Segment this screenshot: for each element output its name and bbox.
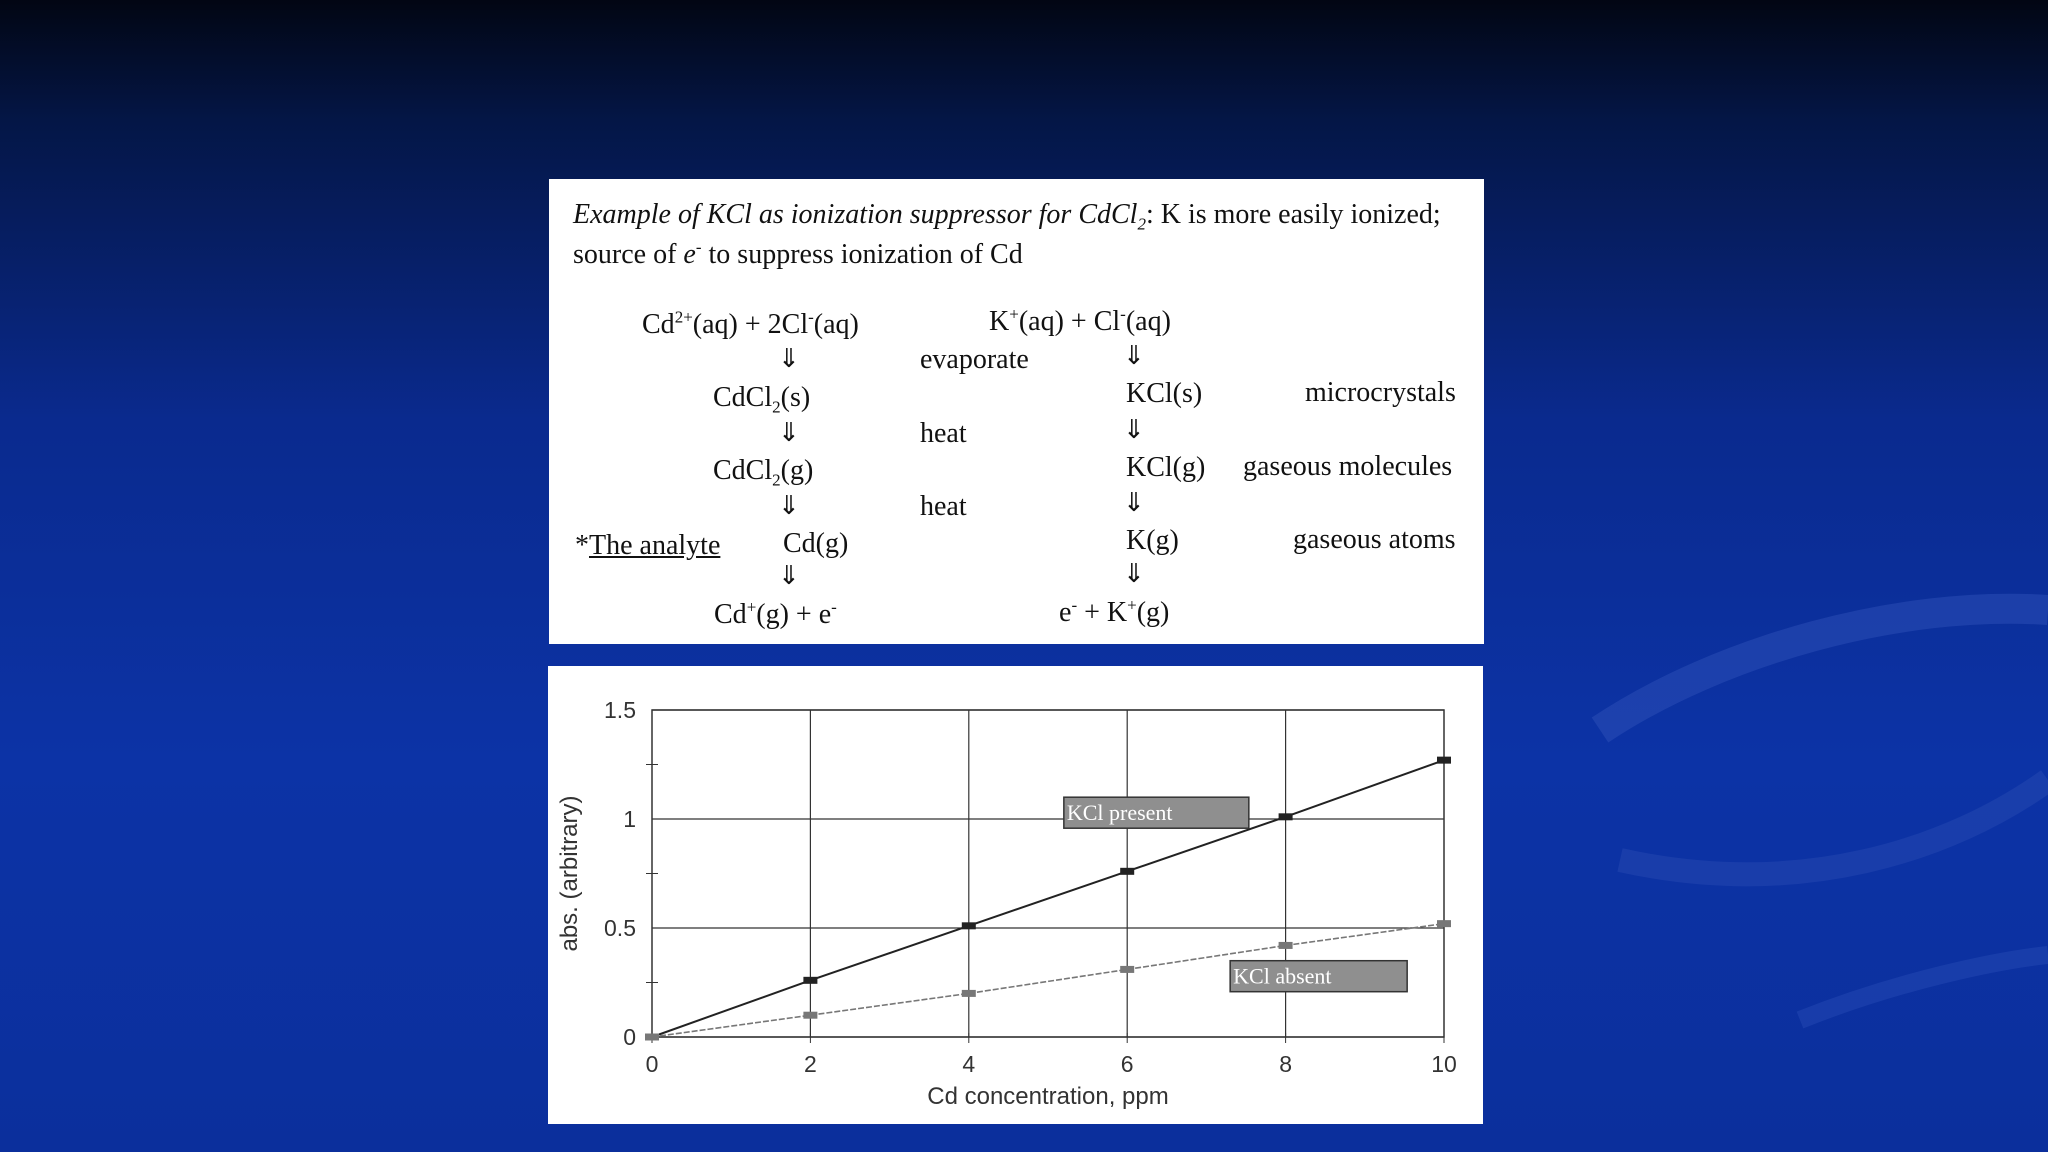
cd-gas: CdCl$_2$(g) bbox=[713, 455, 814, 490]
intro-electron: e bbox=[683, 239, 696, 270]
x-tick-label: 4 bbox=[962, 1051, 976, 1077]
data-point-0 bbox=[1279, 813, 1293, 820]
intro-end: to suppress ionization of Cd bbox=[701, 239, 1023, 270]
data-point-1 bbox=[803, 1012, 817, 1019]
cd-arrow-4: ⇓ bbox=[778, 561, 800, 590]
reaction-scheme-panel bbox=[549, 179, 1484, 644]
step-heat-2: heat bbox=[920, 491, 967, 522]
k-ion: e- + K+(g) bbox=[1059, 595, 1170, 628]
x-tick-label: 2 bbox=[804, 1051, 817, 1077]
y-tick-label: 1.5 bbox=[604, 697, 636, 723]
data-point-0 bbox=[803, 977, 817, 984]
y-axis-title: abs. (arbitrary) bbox=[556, 795, 583, 952]
data-point-1 bbox=[962, 990, 976, 997]
k-arrow-4: ⇓ bbox=[1123, 559, 1145, 588]
k-aqueous-start: K+(aq) + Cl-(aq) bbox=[989, 304, 1171, 337]
series-line-0 bbox=[652, 760, 1444, 1037]
k-solid: KCl(s) bbox=[1126, 378, 1203, 409]
analyte-label: *The analyte bbox=[575, 530, 721, 561]
x-tick-label: 8 bbox=[1279, 1051, 1292, 1077]
data-point-1 bbox=[1279, 942, 1293, 949]
cd-arrow-2: ⇓ bbox=[778, 418, 800, 447]
intro-text bbox=[573, 195, 1473, 275]
note-microcrystals: microcrystals bbox=[1305, 377, 1456, 408]
cd-arrow-3: ⇓ bbox=[778, 491, 800, 520]
x-tick-label: 6 bbox=[1120, 1051, 1134, 1077]
intro-sub: 2 bbox=[1137, 214, 1146, 234]
intro-italic: Example of KCl as ionization suppressor for CdCl bbox=[573, 199, 1138, 230]
intro-rest: : K is more easily ionized; source of bbox=[573, 199, 1441, 270]
x-tick-label: 0 bbox=[645, 1051, 659, 1077]
data-point-1 bbox=[1437, 920, 1451, 927]
data-point-1 bbox=[645, 1034, 659, 1041]
x-tick-label: 10 bbox=[1431, 1051, 1457, 1077]
cd-ion: Cd+(g) + e- bbox=[714, 597, 837, 630]
data-point-1 bbox=[1120, 966, 1134, 973]
intro-electron-sup: - bbox=[695, 237, 702, 257]
k-gas: KCl(g) bbox=[1126, 452, 1206, 483]
series-label-1: KCl absent bbox=[1233, 963, 1332, 989]
data-point-0 bbox=[962, 922, 976, 929]
data-point-0 bbox=[1437, 757, 1451, 764]
x-axis-title: Cd concentration, ppm bbox=[927, 1083, 1169, 1110]
k-arrow-3: ⇓ bbox=[1123, 488, 1145, 517]
absorbance-chart-panel bbox=[548, 666, 1483, 1124]
series-label-0: KCl present bbox=[1066, 800, 1173, 826]
k-arrow-2: ⇓ bbox=[1123, 415, 1145, 444]
cd-aqueous-start: $Cd^{2+}(aq) + 2Cl^-(aq)$ bbox=[642, 307, 859, 340]
y-tick-label: 1 bbox=[623, 806, 636, 832]
cd-atom: Cd(g) bbox=[783, 528, 849, 559]
step-evaporate: evaporate bbox=[920, 344, 1029, 375]
note-gaseous-atoms: gaseous atoms bbox=[1293, 524, 1456, 555]
cd-arrow-1: ⇓ bbox=[778, 344, 800, 373]
cd-solid: CdCl$_2$(s) bbox=[713, 382, 811, 417]
k-arrow-1: ⇓ bbox=[1123, 341, 1145, 370]
y-tick-label: 0.5 bbox=[604, 915, 636, 941]
k-atom: K(g) bbox=[1126, 525, 1179, 556]
absorbance-chart bbox=[548, 666, 1483, 1124]
step-heat-1: heat bbox=[920, 418, 967, 449]
data-point-0 bbox=[1120, 868, 1134, 875]
note-gaseous-molecules: gaseous molecules bbox=[1243, 451, 1453, 482]
y-tick-label: 0 bbox=[623, 1024, 636, 1050]
